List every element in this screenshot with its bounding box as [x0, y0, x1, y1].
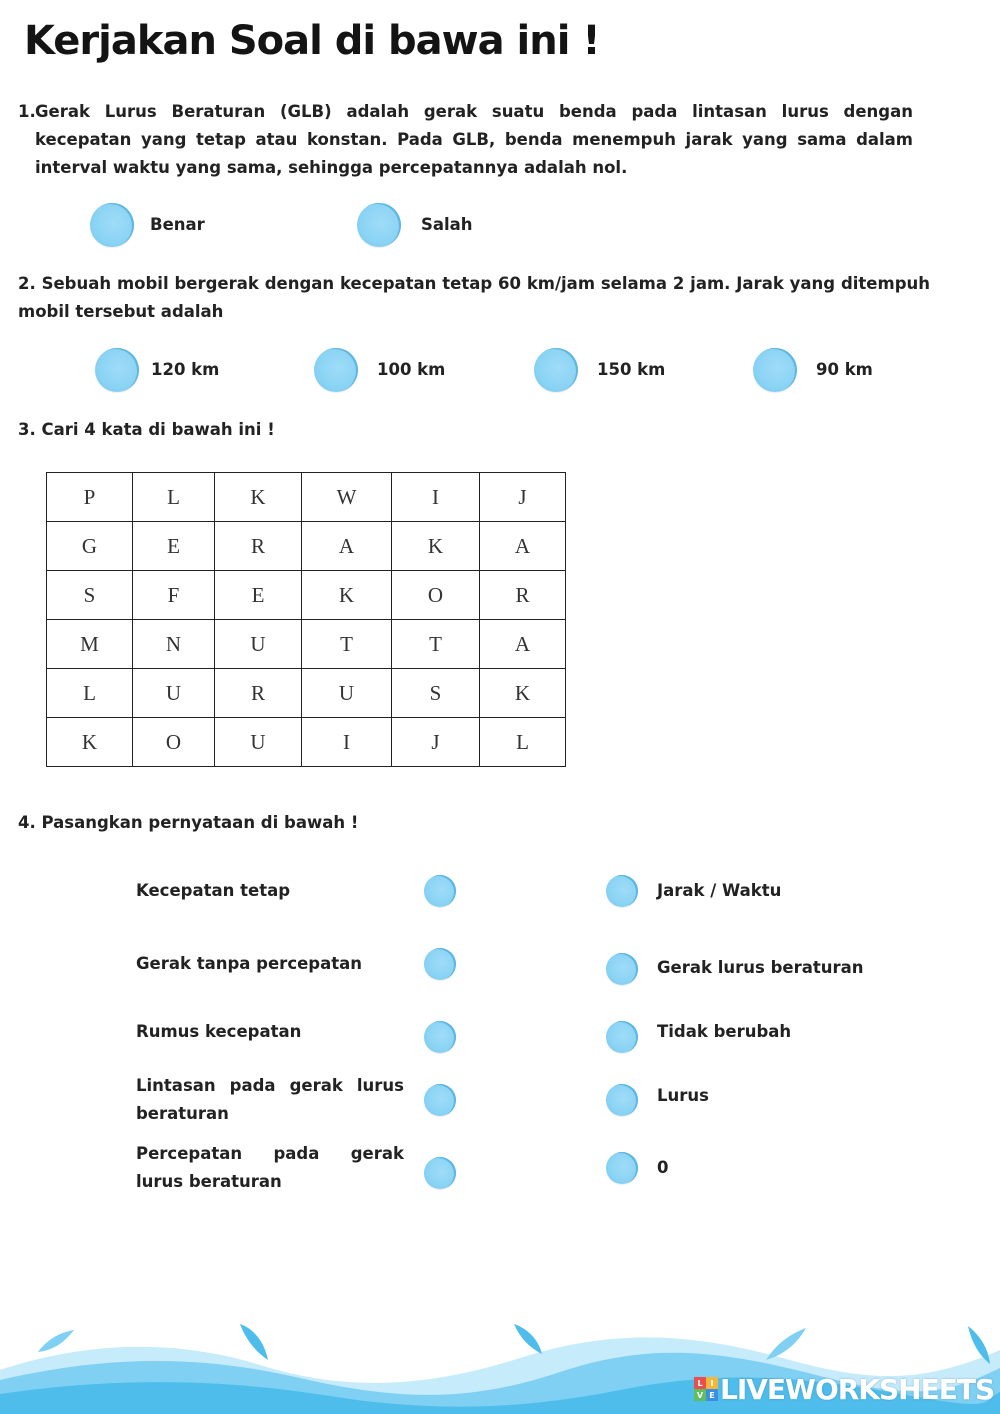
question-1-number: 1.: [18, 102, 36, 121]
grid-cell[interactable]: U: [215, 620, 302, 669]
liveworksheets-logo[interactable]: [694, 1373, 994, 1405]
match-right-item-2: Gerak lurus beraturan: [657, 958, 864, 977]
logo-mark-letter: L: [694, 1377, 706, 1389]
grid-cell[interactable]: N: [133, 620, 215, 669]
grid-cell[interactable]: R: [215, 522, 302, 571]
match-right-item-1: Jarak / Waktu: [657, 881, 782, 900]
grid-row: [47, 571, 566, 620]
grid-row: [47, 473, 566, 522]
grid-cell[interactable]: U: [302, 669, 392, 718]
match-left-dot-3[interactable]: [424, 1021, 456, 1053]
grid-cell[interactable]: A: [480, 522, 566, 571]
match-left-dot-4[interactable]: [424, 1084, 456, 1116]
option-label-100km: 100 km: [377, 360, 446, 379]
match-left-item-4: Lintasan pada gerak lurus beraturan: [136, 1076, 404, 1123]
liveworksheets-logo-icon: [694, 1377, 718, 1401]
grid-cell[interactable]: J: [392, 718, 480, 767]
grid-cell[interactable]: L: [47, 669, 133, 718]
option-label-salah: Salah: [421, 215, 473, 234]
splash-drop-2: [240, 1324, 268, 1360]
question-2-text: 2. Sebuah mobil bergerak dengan kecepatan tetap 60 km/jam selama 2 jam. Jarak yang ditempuh mobil tersebut adalah: [18, 274, 930, 321]
match-right-dot-2[interactable]: [606, 953, 638, 985]
match-right-dot-1[interactable]: [606, 875, 638, 907]
word-search-grid[interactable]: [46, 472, 566, 767]
grid-cell[interactable]: O: [392, 571, 480, 620]
option-label-benar: Benar: [150, 215, 205, 234]
grid-cell[interactable]: R: [215, 669, 302, 718]
match-left-item-1: Kecepatan tetap: [136, 881, 291, 900]
match-right-item-4: Lurus: [657, 1086, 709, 1105]
option-label-120km: 120 km: [151, 360, 220, 379]
grid-cell[interactable]: A: [302, 522, 392, 571]
grid-cell[interactable]: M: [47, 620, 133, 669]
grid-cell[interactable]: F: [133, 571, 215, 620]
option-label-90km: 90 km: [816, 360, 873, 379]
logo-mark-letter: E: [706, 1389, 718, 1401]
answer-bubble-90km[interactable]: [753, 348, 797, 392]
grid-row: [47, 522, 566, 571]
splash-drop-4: [766, 1328, 806, 1360]
grid-cell[interactable]: E: [215, 571, 302, 620]
answer-bubble-150km[interactable]: [534, 348, 578, 392]
question-1: [18, 98, 913, 182]
splash-drop-1: [38, 1330, 74, 1352]
grid-cell[interactable]: K: [392, 522, 480, 571]
answer-bubble-100km[interactable]: [314, 348, 358, 392]
grid-cell[interactable]: I: [392, 473, 480, 522]
grid-cell[interactable]: K: [215, 473, 302, 522]
logo-mark-letter: V: [694, 1389, 706, 1401]
grid-cell[interactable]: U: [215, 718, 302, 767]
match-left-dot-1[interactable]: [424, 875, 456, 907]
grid-row: [47, 620, 566, 669]
match-left-dot-2[interactable]: [424, 948, 456, 980]
grid-cell[interactable]: A: [480, 620, 566, 669]
grid-cell[interactable]: E: [133, 522, 215, 571]
grid-cell[interactable]: G: [47, 522, 133, 571]
match-right-dot-5[interactable]: [606, 1152, 638, 1184]
grid-cell[interactable]: R: [480, 571, 566, 620]
grid-cell[interactable]: S: [392, 669, 480, 718]
grid-cell[interactable]: K: [480, 669, 566, 718]
answer-bubble-120km[interactable]: [95, 348, 139, 392]
grid-cell[interactable]: U: [133, 669, 215, 718]
match-left-item-2: Gerak tanpa percepatan: [136, 954, 363, 973]
grid-cell[interactable]: P: [47, 473, 133, 522]
grid-row: [47, 669, 566, 718]
match-left-dot-5[interactable]: [424, 1157, 456, 1189]
match-left-item-5: Percepatan pada gerak lurus beraturan: [136, 1144, 404, 1191]
question-3-text: 3. Cari 4 kata di bawah ini !: [18, 420, 275, 439]
grid-cell[interactable]: O: [133, 718, 215, 767]
splash-drop-5: [968, 1326, 990, 1364]
answer-bubble-salah[interactable]: [357, 203, 401, 247]
splash-drop-3: [514, 1324, 542, 1354]
grid-cell[interactable]: L: [133, 473, 215, 522]
match-right-item-3: Tidak berubah: [657, 1022, 792, 1041]
match-left-item-3: Rumus kecepatan: [136, 1022, 302, 1041]
liveworksheets-logo-text: LIVEWORKSHEETS: [720, 1372, 995, 1406]
answer-bubble-benar[interactable]: [90, 203, 134, 247]
grid-cell[interactable]: W: [302, 473, 392, 522]
grid-cell[interactable]: T: [302, 620, 392, 669]
match-right-item-5: 0: [657, 1158, 669, 1177]
grid-cell[interactable]: S: [47, 571, 133, 620]
grid-cell[interactable]: J: [480, 473, 566, 522]
grid-row: [47, 718, 566, 767]
question-1-text: Gerak Lurus Beraturan (GLB) adalah gerak suatu benda pada lintasan lurus dengan kecepatan yang tetap atau konstan. Pada GLB, benda menempuh jarak yang sama dalam interval waktu yang sama, sehingga percepatannya adalah nol.: [35, 102, 913, 177]
grid-cell[interactable]: T: [392, 620, 480, 669]
grid-cell[interactable]: I: [302, 718, 392, 767]
grid-cell[interactable]: K: [47, 718, 133, 767]
option-label-150km: 150 km: [597, 360, 666, 379]
grid-cell[interactable]: L: [480, 718, 566, 767]
match-right-dot-4[interactable]: [606, 1084, 638, 1116]
page-title: Kerjakan Soal di bawa ini !: [24, 18, 600, 64]
question-4-text: 4. Pasangkan pernyataan di bawah !: [18, 813, 359, 832]
match-right-dot-3[interactable]: [606, 1021, 638, 1053]
logo-mark-letter: I: [706, 1377, 718, 1389]
grid-cell[interactable]: K: [302, 571, 392, 620]
